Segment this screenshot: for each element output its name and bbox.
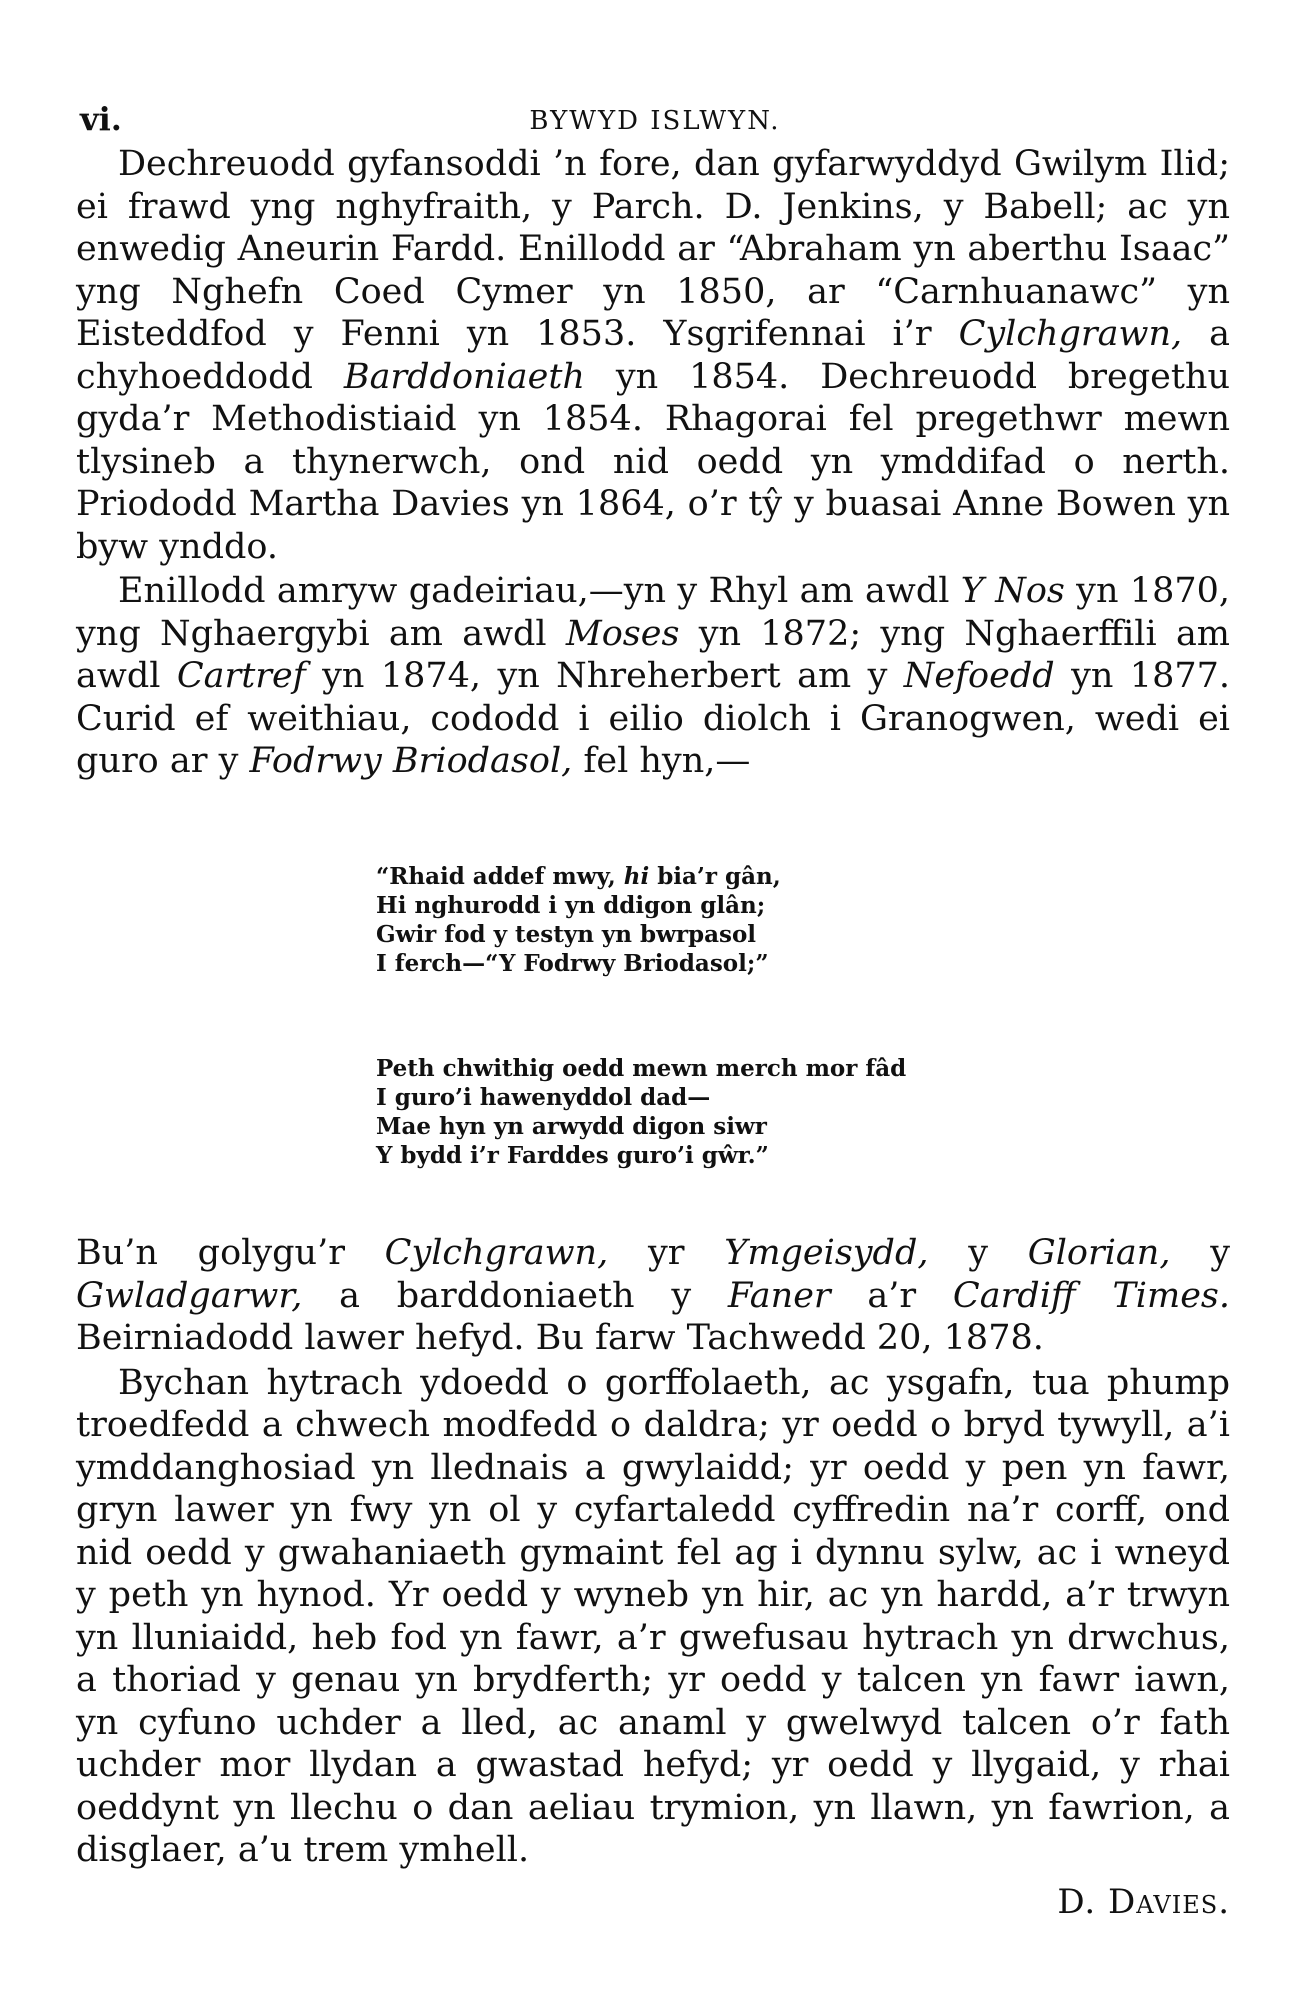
verse-line: Gwir fod y testyn yn bwrpasol	[376, 921, 757, 948]
verse-line	[376, 862, 781, 891]
paragraph-text: a’r	[830, 1275, 953, 1316]
paragraph-text: Enillodd amryw gadeiriau,—yn y Rhyl am awdl	[118, 571, 961, 611]
paragraph-text: yn 1874, yn Nhreherbert am y	[305, 656, 904, 696]
paragraph-text: yn 1872; yng Nghaerffili am awdl	[76, 613, 1230, 696]
paragraph-text: Bu’n golygu’r	[76, 1233, 385, 1273]
verse-stanza-2	[376, 1054, 906, 1170]
italic-title: Ymgeisydd,	[724, 1233, 929, 1273]
running-title: BYWYD ISLWYN.	[529, 106, 781, 136]
paragraph-early-career	[76, 143, 1230, 568]
italic-title: Y Nos	[960, 571, 1065, 611]
paragraph-text: Dechreuodd gyfansoddi ’n fore, dan gyfarwyddyd Gwilym Ilid; ei frawd yng nghyfraith, y Parch. D. Jenkins, y Babell; ac yn enwedig Aneurin Fardd. Enillodd ar “Abraham yn aberthu Isaac” yng Nghefn Coed Cymer yn 1850, ar “Carnhuanawc” yn Eisteddfod y Fenni yn 1853. Ysgrifennai i’r	[76, 144, 1230, 354]
italic-title: Glorian,	[1027, 1233, 1171, 1273]
paragraph-text: y	[928, 1233, 1028, 1273]
paragraph-text: a chyhoeddodd	[76, 314, 1230, 397]
paragraph-text: yn 1877. Curid ef weithiau, cododd i eilio diolch i Granogwen, wedi ei guro ar y	[76, 656, 1230, 781]
paragraph-chairs	[76, 570, 1230, 783]
italic-title: Cylchgrawn,	[384, 1233, 609, 1273]
page-number: vi.	[80, 100, 122, 138]
italic-title: Gwladgarwr,	[76, 1275, 303, 1316]
verse-text: “Rhaid addef mwy,	[376, 863, 624, 890]
paragraph-text: Beirniadodd lawer hefyd. Bu farw Tachwedd 20, 1878.	[76, 1318, 1044, 1358]
paragraph-text: yr	[608, 1233, 725, 1273]
text-block-upper	[76, 143, 1230, 783]
signature: D. Davies.	[1057, 1881, 1230, 1922]
verse-line: Y bydd i’r Farddes guro’i gŵr.”	[376, 1142, 769, 1169]
verse-line: Mae hyn yn arwydd digon siwr	[376, 1113, 767, 1140]
verse-italic: hi	[623, 863, 650, 890]
paragraph-text: yn 1854. Dechreuodd bregethu gyda’r Methodistiaid yn 1854. Rhagorai fel pregethwr mewn tlysineb a thynerwch, ond nid oedd yn ymddifad o nerth. Priododd Martha Davies yn 1864, o’r tŷ y buasai Anne Bowen yn byw ynddo.	[76, 356, 1230, 567]
verse-stanza-1	[376, 862, 781, 978]
verse-line: I ferch—“Y Fodrwy Briodasol;”	[376, 950, 769, 977]
italic-title: Barddoniaeth	[343, 356, 585, 397]
verse-line: Hi nghurodd i yn ddigon glân;	[376, 892, 766, 919]
verse-line: Peth chwithig oedd mewn merch mor fâd	[376, 1055, 907, 1082]
page-header	[80, 100, 1230, 140]
italic-title: Moses	[565, 613, 680, 654]
italic-title: Cylchgrawn,	[958, 314, 1183, 354]
italic-title: Cardiff Times.	[952, 1275, 1230, 1316]
paragraph-editing	[76, 1232, 1230, 1360]
italic-title: Faner	[727, 1275, 831, 1316]
text-block-lower	[76, 1232, 1230, 1922]
verse-line: I guro’i hawenyddol dad—	[376, 1084, 711, 1111]
italic-title: Nefoedd	[903, 656, 1055, 696]
paragraph-text: yn 1870, yng Nghaergybi am awdl	[76, 571, 1231, 654]
paragraph-text: a barddoniaeth y	[302, 1275, 728, 1316]
paragraph-text: y	[1170, 1233, 1230, 1273]
italic-title: Fodrwy Briodasol,	[249, 741, 573, 781]
verse-text: bia’r gân,	[649, 863, 781, 890]
italic-title: Cartref	[176, 656, 306, 696]
paragraph-description: Bychan hytrach ydoedd o gorffolaeth, ac ysgafn, tua phump troedfedd a chwech modfedd o daldra; yr oedd o bryd tywyll, a’i ymddanghosiad yn llednais a gwylaidd; yr oedd y pen yn fawr, gryn lawer yn fwy yn ol y cyfartaledd cyffredin na’r corff, ond nid oedd y gwahaniaeth gymaint fel ag i dynnu sylw, ac i wneyd y peth yn hynod. Yr oedd y wyneb yn hir, ac yn hardd, a’r trwyn yn lluniaidd, heb fod yn fawr, a’r gwefusau hytrach yn drwchus, a thoriad y genau yn brydferth; yr oedd y talcen yn fawr iawn, yn cyfuno uchder a lled, ac anaml y gwelwyd talcen o’r fath uchder mor llydan a gwastad hefyd; yr oedd y llygaid, y rhai oeddynt yn llechu o dan aeliau trymion, yn llawn, yn fawrion, a disglaer, a’u trem ymhell.	[76, 1362, 1230, 1870]
paragraph-text: fel hyn,—	[572, 741, 751, 781]
